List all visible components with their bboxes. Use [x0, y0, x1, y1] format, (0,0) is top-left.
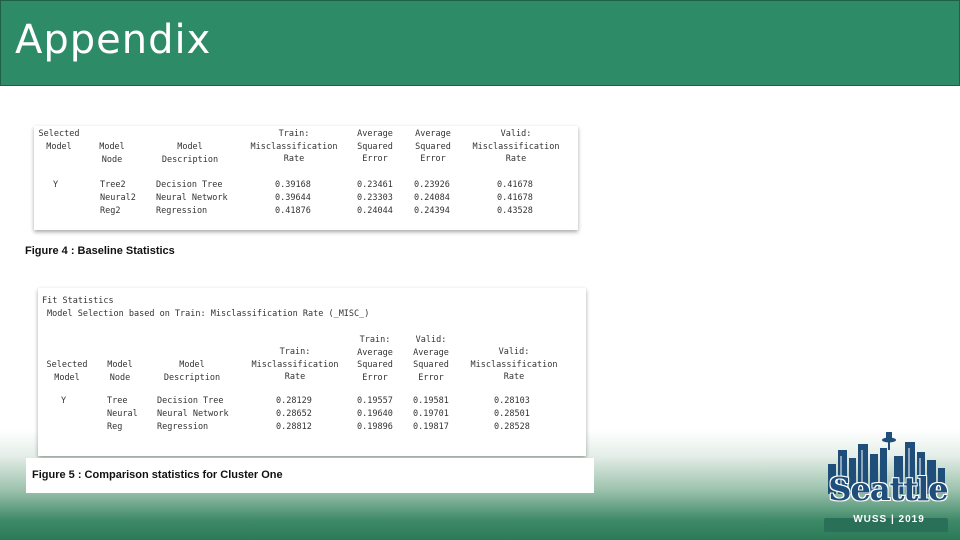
cell-train-ase: 0.19896	[357, 422, 393, 432]
col-header-desc: Model Description	[163, 360, 221, 383]
cell-valid-ase: 0.19817	[413, 422, 449, 432]
fit-statistics-title: Fit Statistics	[42, 296, 114, 306]
cell-valid-ase: 0.24084	[414, 193, 450, 203]
col-header-desc: Model Description	[161, 142, 219, 165]
col-header-valid-ase: Average Squared Error	[415, 129, 451, 164]
cell-desc: Decision Tree	[157, 396, 224, 406]
col-header-valid-misc: Valid: Misclassification Rate	[472, 129, 560, 164]
cluster-one-statistics-table	[38, 288, 586, 456]
cell-valid-ase: 0.24394	[414, 206, 450, 216]
slide-title: Appendix	[15, 17, 212, 63]
cell-desc: Regression	[156, 206, 208, 216]
baseline-statistics-table	[34, 126, 578, 230]
cell-node: Tree	[107, 396, 128, 406]
cell-train-misc: 0.28129	[276, 396, 312, 406]
cell-valid-misc: 0.28528	[494, 422, 530, 432]
col-header-train-misc: Train: Misclassification Rate	[250, 129, 338, 164]
cell-train-misc: 0.39644	[275, 193, 311, 203]
col-header-train-misc: Train: Misclassification Rate	[251, 347, 339, 382]
cell-valid-misc: 0.43528	[497, 206, 533, 216]
col-header-selected: Selected Model	[46, 360, 88, 383]
col-header-selected: Selected Model	[38, 129, 80, 152]
cell-valid-misc: 0.41678	[497, 193, 533, 203]
cell-node: Reg	[107, 422, 123, 432]
cell-valid-ase: 0.19701	[413, 409, 449, 419]
col-header-valid-ase: Valid: Average Squared Error	[413, 335, 449, 383]
col-header-valid-misc: Valid: Misclassification Rate	[470, 347, 558, 382]
figure5-caption: Figure 5 : Comparison statistics for Cluster One	[32, 469, 283, 481]
cell-desc: Neural Network	[156, 193, 228, 203]
cell-train-ase: 0.19557	[357, 396, 393, 406]
cell-train-ase: 0.23461	[357, 180, 393, 190]
col-header-node: Model Node	[99, 142, 125, 165]
logo-seattle-text: Seattle	[828, 470, 948, 508]
cell-train-misc: 0.39168	[275, 180, 311, 190]
cell-valid-ase: 0.23926	[414, 180, 450, 190]
cell-train-misc: 0.28812	[276, 422, 312, 432]
cell-node: Neural2	[100, 193, 136, 203]
cell-valid-misc: 0.28501	[494, 409, 530, 419]
cell-desc: Decision Tree	[156, 180, 223, 190]
cell-node: Neural	[107, 409, 138, 419]
model-selection-line: Model Selection based on Train: Misclassification Rate (_MISC_)	[47, 309, 370, 319]
title-bar	[0, 0, 960, 86]
cell-train-ase: 0.23303	[357, 193, 393, 203]
cell-valid-ase: 0.19581	[413, 396, 449, 406]
cell-selected: Y	[53, 180, 59, 190]
col-header-train-ase: Train: Average Squared Error	[357, 335, 393, 383]
cell-node: Reg2	[100, 206, 121, 216]
col-header-train-ase: Average Squared Error	[357, 129, 393, 164]
cell-valid-misc: 0.28103	[494, 396, 530, 406]
cell-desc: Regression	[157, 422, 209, 432]
cell-train-ase: 0.24044	[357, 206, 393, 216]
logo-wuss-text: WUSS | 2019	[853, 514, 925, 525]
col-header-node: Model Node	[107, 360, 133, 383]
cell-desc: Neural Network	[157, 409, 229, 419]
cell-train-misc: 0.41876	[275, 206, 311, 216]
figure4-caption: Figure 4 : Baseline Statistics	[25, 245, 175, 257]
cell-selected: Y	[61, 396, 67, 406]
cell-train-ase: 0.19640	[357, 409, 393, 419]
cell-train-misc: 0.28652	[276, 409, 312, 419]
cell-valid-misc: 0.41678	[497, 180, 533, 190]
cell-node: Tree2	[100, 180, 126, 190]
